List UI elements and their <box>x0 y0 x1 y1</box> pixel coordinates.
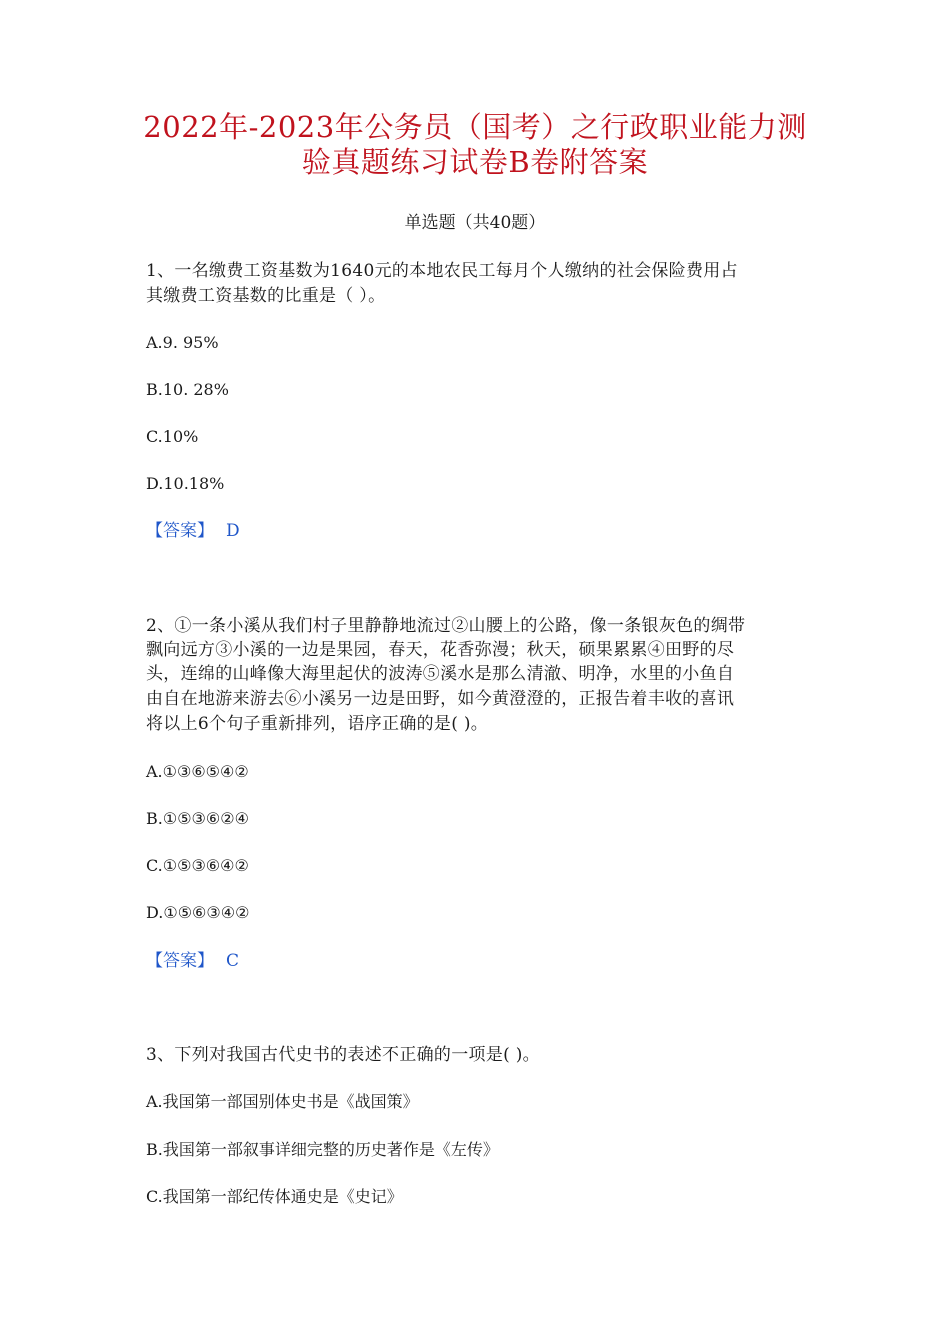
section-heading: 单选题（共40题） <box>404 213 546 233</box>
question-2-option-b: B.①⑤③⑥②④ <box>146 809 249 828</box>
question-3-option-c: C.我国第一部纪传体通史是《史记》 <box>146 1187 403 1206</box>
document-title-line-2: 验真题练习试卷B卷附答案 <box>301 145 649 179</box>
question-2-answer-value: C <box>226 951 240 971</box>
answer-tag: 【答案】 <box>146 951 214 971</box>
answer-tag: 【答案】 <box>146 521 214 541</box>
question-1-option-c: C.10% <box>146 427 199 446</box>
question-2-option-c: C.①⑤③⑥④② <box>146 856 249 875</box>
question-1-answer-value: D <box>226 521 240 541</box>
question-2-answer <box>146 949 816 973</box>
question-1-option-d: D.10.18% <box>146 474 225 493</box>
question-1-option-b: B.10. 28% <box>146 380 229 399</box>
question-3-option-b: B.我国第一部叙事详细完整的历史著作是《左传》 <box>146 1140 499 1159</box>
question-1-option-a: A.9. 95% <box>146 333 219 352</box>
question-2-stem-line: 由自在地游来游去⑥小溪另一边是田野，如今黄澄澄的，正报告着丰收的喜讯 <box>146 689 735 709</box>
question-1-stem-line: 1、一名缴费工资基数为1640元的本地农民工每月个人缴纳的社会保险费用占 <box>146 261 738 281</box>
question-2-stem-line: 将以上6个句子重新排列，语序正确的是( )。 <box>146 714 489 734</box>
question-1-answer <box>146 519 816 543</box>
question-2-stem-line: 飘向远方③小溪的一边是果园，春天，花香弥漫；秋天，硕果累累④田野的尽 <box>146 640 735 660</box>
question-1-stem-line: 其缴费工资基数的比重是（ ）。 <box>146 286 386 306</box>
question-3-option-a: A.我国第一部国别体史书是《战国策》 <box>146 1092 419 1111</box>
question-2-stem-line: 2、①一条小溪从我们村子里静静地流过②山腰上的公路，像一条银灰色的绸带 <box>146 616 746 636</box>
question-2-stem-line: 头，连绵的山峰像大海里起伏的波涛⑤溪水是那么清澈、明净，水里的小鱼自 <box>146 664 735 684</box>
question-3-stem-line: 3、下列对我国古代史书的表述不正确的一项是( )。 <box>146 1045 540 1065</box>
question-2-option-d: D.①⑤⑥③④② <box>146 903 250 922</box>
question-2-option-a: A.①③⑥⑤④② <box>146 762 249 781</box>
document-title-line-1: 2022年-2023年公务员（国考）之行政职业能力测 <box>143 110 807 144</box>
